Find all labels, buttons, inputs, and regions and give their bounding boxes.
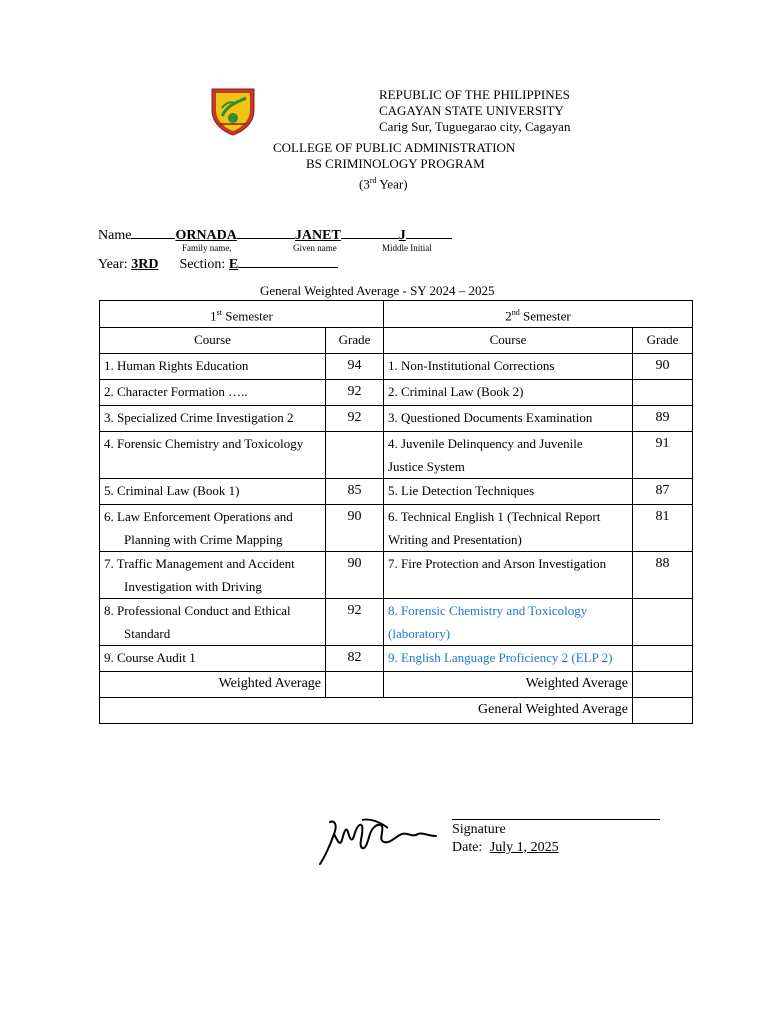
middle-initial: J xyxy=(398,228,406,243)
course-cell: 1. Non-Institutional Corrections xyxy=(384,354,633,380)
course-cell: 2. Character Formation ….. xyxy=(100,380,326,406)
middle-initial-caption: Middle Initial xyxy=(382,243,432,253)
second-semester-header: 2nd Semester xyxy=(384,301,693,328)
grade-cell: 90 xyxy=(326,505,384,552)
name-label: Name xyxy=(98,228,132,243)
col-header-grade: Grade xyxy=(633,328,693,354)
grade-cell: 85 xyxy=(326,479,384,505)
signature-label: Signature xyxy=(452,822,506,837)
date-label: Date: xyxy=(452,840,483,855)
year-section-row xyxy=(98,255,338,273)
grade-cell: 81 xyxy=(633,505,693,552)
table-row xyxy=(100,479,693,505)
header-program: BS CRIMINOLOGY PROGRAM xyxy=(306,156,485,171)
course-cell: 6. Technical English 1 (Technical Report Writing and Presentation) xyxy=(384,505,633,552)
sem2-weighted-average-value xyxy=(633,672,693,698)
table-row xyxy=(100,505,693,552)
family-name-caption: Family name, xyxy=(182,243,232,253)
table-row xyxy=(100,599,693,646)
course-cell: 7. Fire Protection and Arson Investigation xyxy=(384,552,633,599)
handwritten-signature xyxy=(318,812,442,868)
table-title: General Weighted Average - SY 2024 – 2025 xyxy=(260,283,495,298)
signature-line xyxy=(452,819,660,820)
sem1-weighted-average-value xyxy=(326,672,384,698)
section-label: Section: xyxy=(179,257,226,272)
grade-cell xyxy=(633,646,693,672)
header-year-level: (3rd Year) xyxy=(359,176,408,192)
table-row xyxy=(100,380,693,406)
student-name-row xyxy=(98,226,452,244)
course-cell: 4. Forensic Chemistry and Toxicology xyxy=(100,432,326,479)
header-university: CAGAYAN STATE UNIVERSITY xyxy=(379,103,564,118)
grade-cell: 89 xyxy=(633,406,693,432)
grade-cell xyxy=(633,380,693,406)
course-cell: 3. Specialized Crime Investigation 2 xyxy=(100,406,326,432)
grade-cell: 92 xyxy=(326,380,384,406)
course-cell: 3. Questioned Documents Examination xyxy=(384,406,633,432)
course-cell: 4. Juvenile Delinquency and Juvenile Justice System xyxy=(384,432,633,479)
grade-cell: 90 xyxy=(633,354,693,380)
university-seal-logo xyxy=(208,86,258,136)
grade-cell: 88 xyxy=(633,552,693,599)
col-header-course: Course xyxy=(100,328,326,354)
course-cell: 8. Forensic Chemistry and Toxicology (laboratory) xyxy=(384,599,633,646)
grade-cell: 82 xyxy=(326,646,384,672)
grade-cell xyxy=(633,599,693,646)
course-cell: 9. English Language Proficiency 2 (ELP 2) xyxy=(384,646,633,672)
grade-cell: 90 xyxy=(326,552,384,599)
sem1-weighted-average-label: Weighted Average xyxy=(100,672,326,698)
general-weighted-average-label: General Weighted Average xyxy=(100,698,633,724)
course-cell: 5. Criminal Law (Book 1) xyxy=(100,479,326,505)
date-value: July 1, 2025 xyxy=(489,840,559,855)
header-college: COLLEGE OF PUBLIC ADMINISTRATION xyxy=(273,140,516,155)
grade-cell: 94 xyxy=(326,354,384,380)
year-value: 3RD xyxy=(131,257,159,272)
year-label: Year: xyxy=(98,257,128,272)
col-header-course: Course xyxy=(384,328,633,354)
table-row xyxy=(100,432,693,479)
general-weighted-average-value xyxy=(633,698,693,724)
grade-cell: 92 xyxy=(326,406,384,432)
table-row xyxy=(100,406,693,432)
course-cell: 8. Professional Conduct and Ethical Standard xyxy=(100,599,326,646)
grade-cell: 87 xyxy=(633,479,693,505)
col-header-grade: Grade xyxy=(326,328,384,354)
header-republic: REPUBLIC OF THE PHILIPPINES xyxy=(379,87,570,102)
course-cell: 5. Lie Detection Techniques xyxy=(384,479,633,505)
grade-cell xyxy=(326,432,384,479)
course-cell: 2. Criminal Law (Book 2) xyxy=(384,380,633,406)
table-row xyxy=(100,354,693,380)
given-name: JANET xyxy=(294,228,341,243)
sem2-weighted-average-label: Weighted Average xyxy=(384,672,633,698)
section-value: E xyxy=(228,257,239,272)
family-name: ORNADA xyxy=(175,228,237,243)
grades-table xyxy=(99,300,693,724)
table-row xyxy=(100,552,693,599)
grade-cell: 91 xyxy=(633,432,693,479)
first-semester-header: 1st Semester xyxy=(100,301,384,328)
course-cell: 7. Traffic Management and Accident Investigation with Driving xyxy=(100,552,326,599)
header-address: Carig Sur, Tuguegarao city, Cagayan xyxy=(379,119,571,134)
given-name-caption: Given name xyxy=(293,243,337,253)
course-cell: 9. Course Audit 1 xyxy=(100,646,326,672)
table-row xyxy=(100,646,693,672)
course-cell: 6. Law Enforcement Operations and Planning with Crime Mapping xyxy=(100,505,326,552)
grade-cell: 92 xyxy=(326,599,384,646)
course-cell: 1. Human Rights Education xyxy=(100,354,326,380)
date-row xyxy=(452,840,559,856)
